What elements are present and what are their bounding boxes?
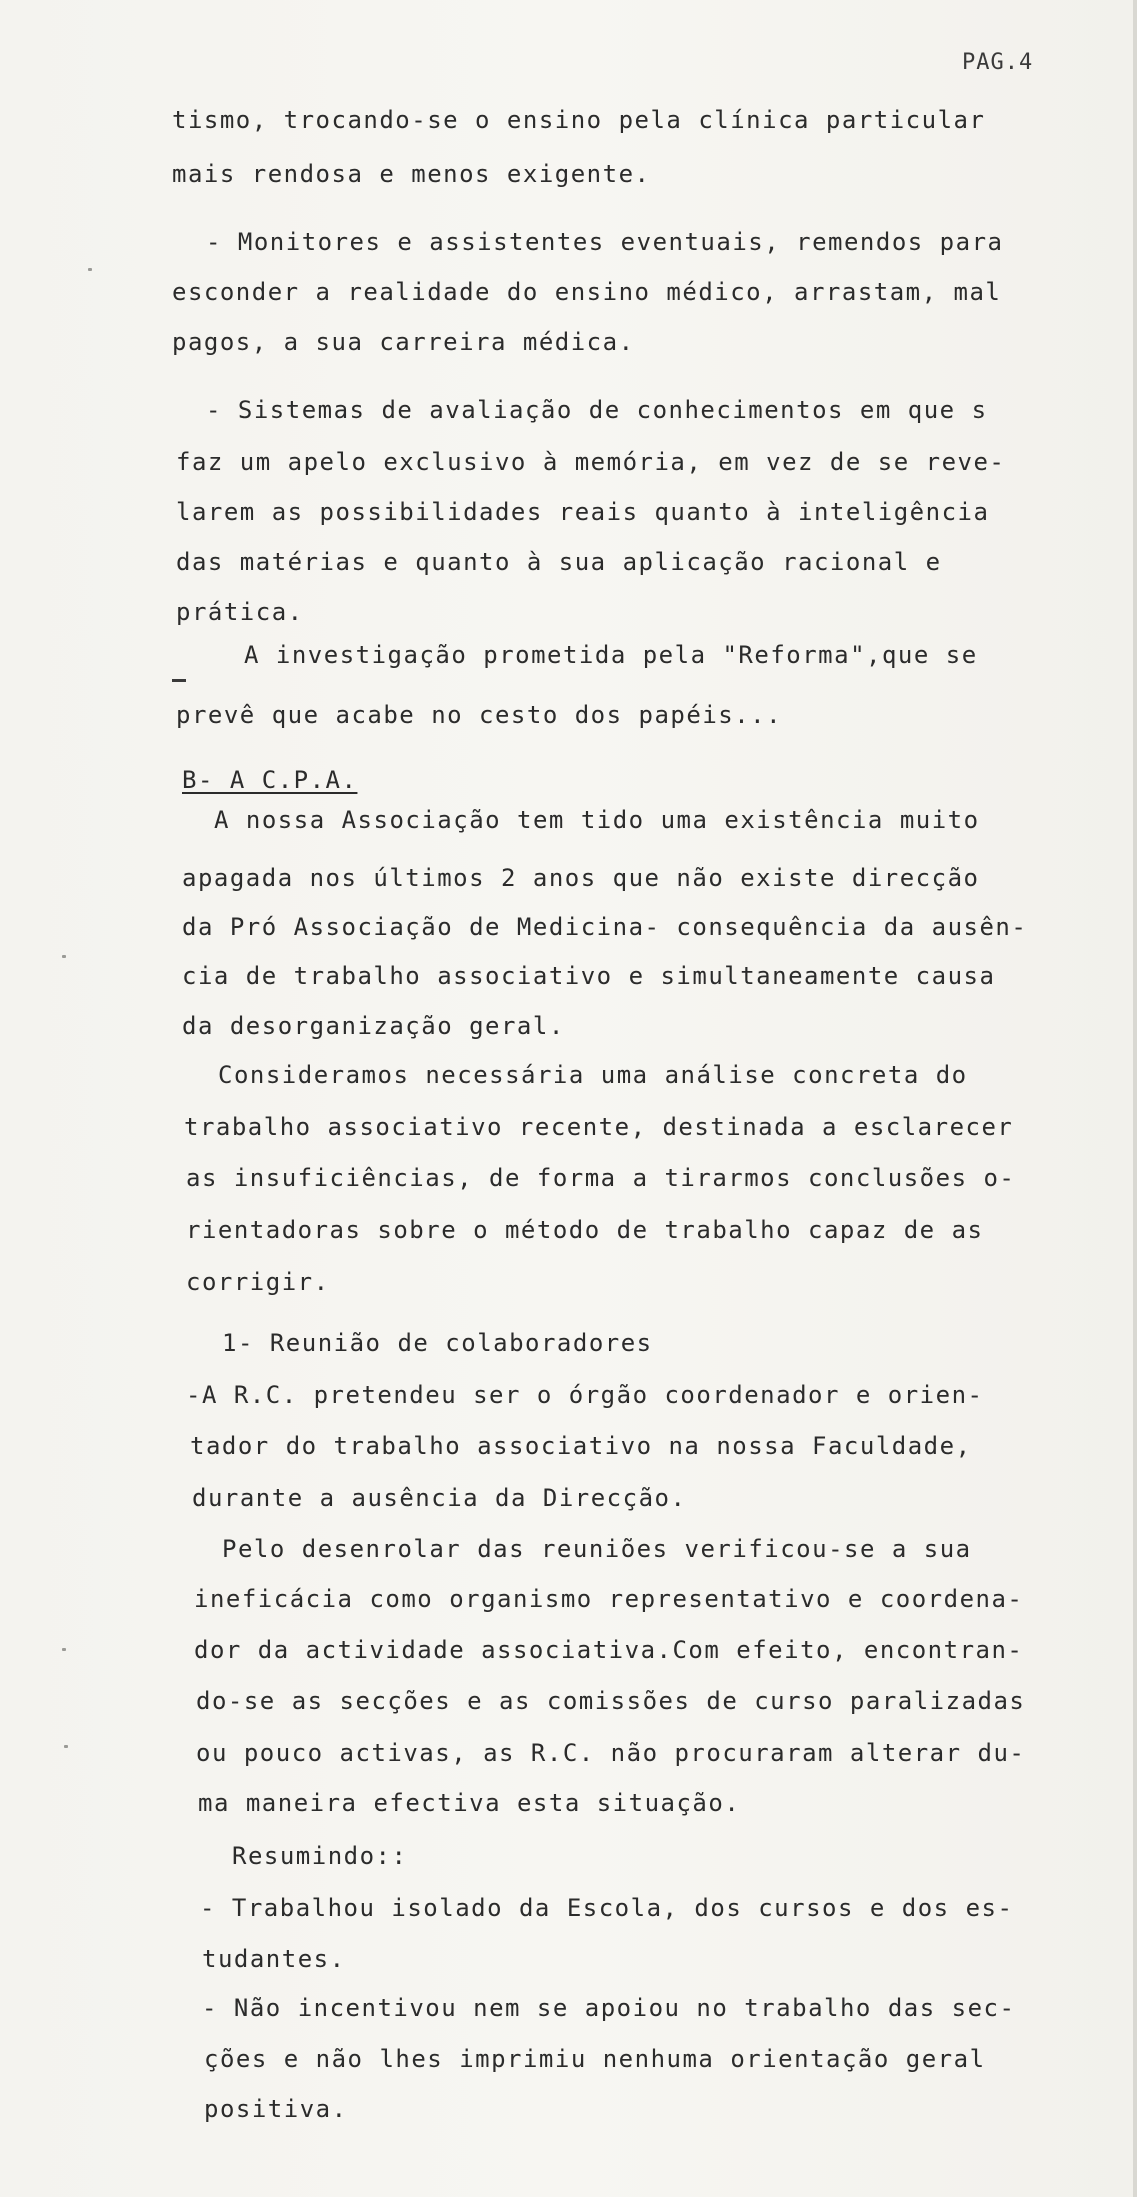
text-line: larem as possibilidades reais quanto à inteligência	[176, 498, 990, 526]
text-line: ma maneira efectiva esta situação.	[198, 1789, 741, 1817]
text-line: - Trabalhou isolado da Escola, dos cursos e dos es-	[200, 1894, 1014, 1922]
text-line: tador do trabalho associativo na nossa Faculdade,	[190, 1432, 972, 1460]
text-line: ou pouco activas, as R.C. não procuraram alterar du-	[196, 1739, 1026, 1767]
text-line: cia de trabalho associativo e simultaneamente causa	[182, 962, 996, 990]
page-number: PAG.4	[962, 50, 1034, 75]
text-line: Pelo desenrolar das reuniões verificou-se a sua	[222, 1535, 972, 1563]
text-line: da desorganização geral.	[182, 1012, 565, 1040]
text-line: - Monitores e assistentes eventuais, remendos para	[206, 228, 1004, 256]
text-line: rientadoras sobre o método de trabalho capaz de as	[186, 1216, 984, 1244]
text-line: apagada nos últimos 2 anos que não existe direcção	[182, 864, 980, 892]
text-line: - Sistemas de avaliação de conhecimentos em que s	[206, 396, 988, 424]
text-line: tudantes.	[202, 1945, 346, 1973]
paper-speck	[88, 268, 92, 271]
text-line: positiva.	[204, 2095, 348, 2123]
text-line: das matérias e quanto à sua aplicação racional e	[176, 548, 942, 576]
text-line: da Pró Associação de Medicina- consequência da ausên-	[182, 913, 1028, 941]
text-line: dor da actividade associativa.Com efeito, encontran-	[194, 1636, 1024, 1664]
text-line: as insuficiências, de forma a tirarmos conclusões o-	[186, 1164, 1016, 1192]
text-line: A investigação prometida pela "Reforma",que se	[244, 641, 978, 669]
text-line: pagos, a sua carreira médica.	[172, 328, 635, 356]
text-line: mais rendosa e menos exigente.	[172, 160, 651, 188]
text-line: tismo, trocando-se o ensino pela clínica particular	[172, 106, 986, 134]
text-line: faz um apelo exclusivo à memória, em vez de se reve-	[176, 448, 1006, 476]
text-line: prevê que acabe no cesto dos papéis...	[176, 701, 783, 729]
subsection-heading: 1- Reunião de colaboradores	[222, 1329, 653, 1357]
text-line: durante a ausência da Direcção.	[192, 1484, 687, 1512]
text-line: -A R.C. pretendeu ser o órgão coordenador e orien-	[186, 1381, 984, 1409]
section-heading: B- A C.P.A.	[182, 766, 358, 794]
text-line: prática.	[176, 598, 304, 626]
paper-speck	[64, 1745, 68, 1748]
dash-mark	[172, 679, 186, 682]
paper-edge	[1133, 0, 1137, 2197]
text-line: trabalho associativo recente, destinada a esclarecer	[184, 1113, 1014, 1141]
text-line: do-se as secções e as comissões de curso paralizadas	[196, 1687, 1026, 1715]
text-line: Resumindo::	[232, 1842, 408, 1870]
paper-speck	[62, 1648, 66, 1651]
paper-speck	[62, 955, 66, 958]
text-line: corrigir.	[186, 1268, 330, 1296]
text-line: ções e não lhes imprimiu nenhuma orientação geral	[204, 2045, 986, 2073]
text-line: ineficácia como organismo representativo e coordena-	[194, 1585, 1024, 1613]
text-line: Consideramos necessária uma análise concreta do	[218, 1061, 968, 1089]
text-line: - Não incentivou nem se apoiou no trabalho das sec-	[202, 1994, 1016, 2022]
text-line: A nossa Associação tem tido uma existência muito	[214, 806, 980, 834]
text-line: esconder a realidade do ensino médico, arrastam, mal	[172, 278, 1002, 306]
